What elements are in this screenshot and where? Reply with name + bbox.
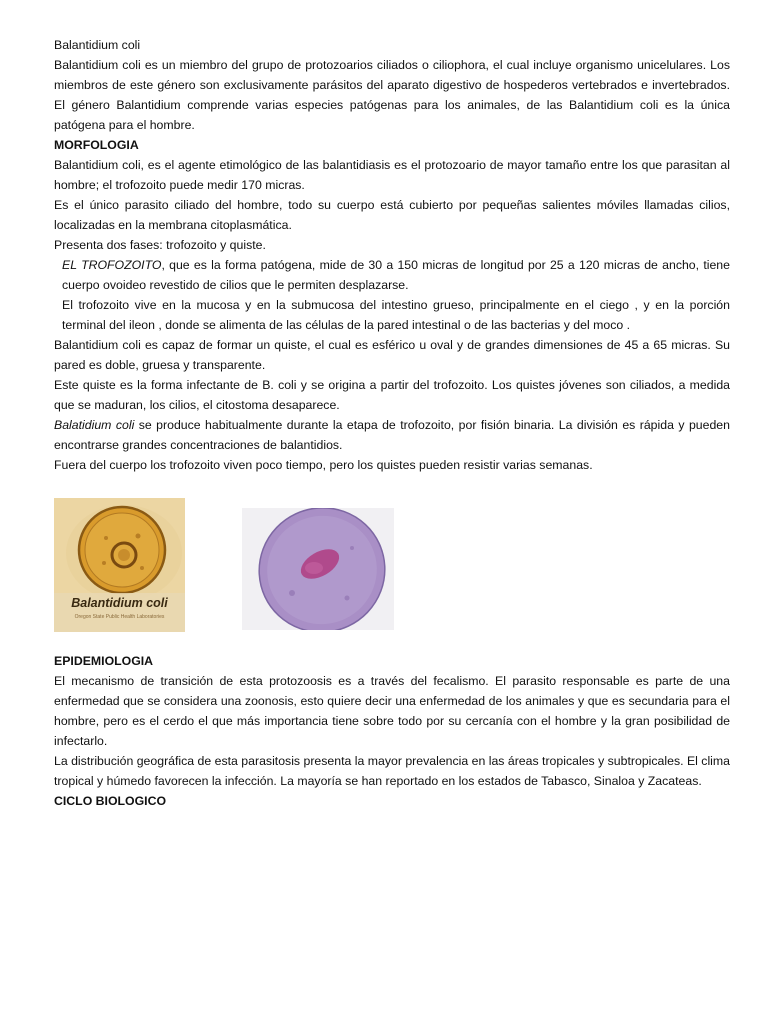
morfologia-paragraph-2: Es el único parasito ciliado del hombre, todo su cuerpo está cubierto por pequeñas salientes móviles llamadas cilios, localizadas en la membrana citoplasmática. <box>54 198 730 232</box>
morfologia-paragraph-1: Balantidium coli, es el agente etimológico de las balantidiasis es el protozoario de mayor tamaño entre los que parasitan al hombre; el trofozoito puede medir 170 micras. <box>54 158 730 192</box>
ciclo-biologico-heading: CICLO BIOLOGICO <box>54 794 167 808</box>
cyst-micrograph-drawing <box>54 498 185 632</box>
quiste-paragraph-2: Este quiste es la forma infectante de B. coli y se origina a partir del trofozoito. Los quistes jóvenes son ciliados, a medida que se maduran, los cilios, el citostoma desaparece. <box>54 378 730 412</box>
figure-1-credit: Oregon State Public Health Laboratories <box>74 614 165 620</box>
trofozoito-habitat-paragraph: El trofozoito vive en la mucosa y en la submucosa del intestino grueso, principalmente en el ciego , y en la porción terminal del ileon , donde se alimenta de las células de la pared intestinal o de las bacterias y del moco . <box>62 298 730 332</box>
cyst-micrograph-image <box>54 498 185 632</box>
figure-1-caption: Balantidium coli <box>71 596 168 610</box>
trophozoite-micrograph-drawing <box>242 508 394 630</box>
quiste-paragraph-1: Balantidium coli es capaz de formar un quiste, el cual es esférico u oval y de grandes dimensiones de 45 a 65 micras. Su pared es doble, gruesa y transparente. <box>54 338 730 372</box>
text-section-top <box>54 35 730 475</box>
document-title: Balantidium coli <box>54 38 141 52</box>
intro-paragraph: Balantidium coli es un miembro del grupo de protozoarios ciliados o ciliophora, el cual incluye organismo unicelulares. Los miembros de este género son exclusivamente parásitos del aparato digestivo de hospederos vertebrados e invertebrados. El género Balantidium comprende varias especies patógenas para los animales, de las Balantidium coli es la única patógena para el hombre. <box>54 58 730 132</box>
epidemiologia-paragraph-1: El mecanismo de transición de esta protozoosis es a través del fecalismo. El parasito responsable es parte de una enfermedad que se considera una zoonosis, esto quiere decir una enfermedad de los animales y que es secundaria para el hombre, pero es el cerdo el que más importancia tiene sobre todo por su cercanía con el hombre y la gran posibilidad de infectarlo. <box>54 674 730 748</box>
epidemiologia-paragraph-2: La distribución geográfica de esta parasitosis presenta la mayor prevalencia en las áreas tropicales y subtropicales. El clima tropical y húmedo favorecen la infección. La mayoría se han reportado en los estados de Tabasco, Sinaloa y Zacateas. <box>54 754 730 788</box>
trofozoito-label: EL TROFOZOITO <box>62 258 162 272</box>
reproduction-text: se produce habitualmente durante la etapa de trofozoito, por fisión binaria. La división es rápida y pueden encontrarse grandes concentraciones de balantidios. <box>54 418 730 452</box>
epidemiologia-heading: EPIDEMIOLOGIA <box>54 654 154 668</box>
trofozoito-text: , que es la forma patógena, mide de 30 a 150 micras de longitud por 25 a 120 micras de ancho, tiene cuerpo ovoideo revestido de cilios que le permiten desplazarse. <box>62 258 730 292</box>
morfologia-heading: MORFOLOGIA <box>54 138 139 152</box>
figures-row <box>54 475 730 651</box>
trophozoite-micrograph-image <box>242 508 394 630</box>
morfologia-paragraph-3: Presenta dos fases: trofozoito y quiste. <box>54 238 266 252</box>
trofozoito-paragraph <box>54 255 730 295</box>
reproduction-paragraph <box>54 415 730 455</box>
outside-body-paragraph: Fuera del cuerpo los trofozoito viven poco tiempo, pero los quistes pueden resistir varias semanas. <box>54 458 593 472</box>
reproduction-label: Balatidium coli <box>54 418 135 432</box>
text-section-bottom <box>54 651 730 811</box>
